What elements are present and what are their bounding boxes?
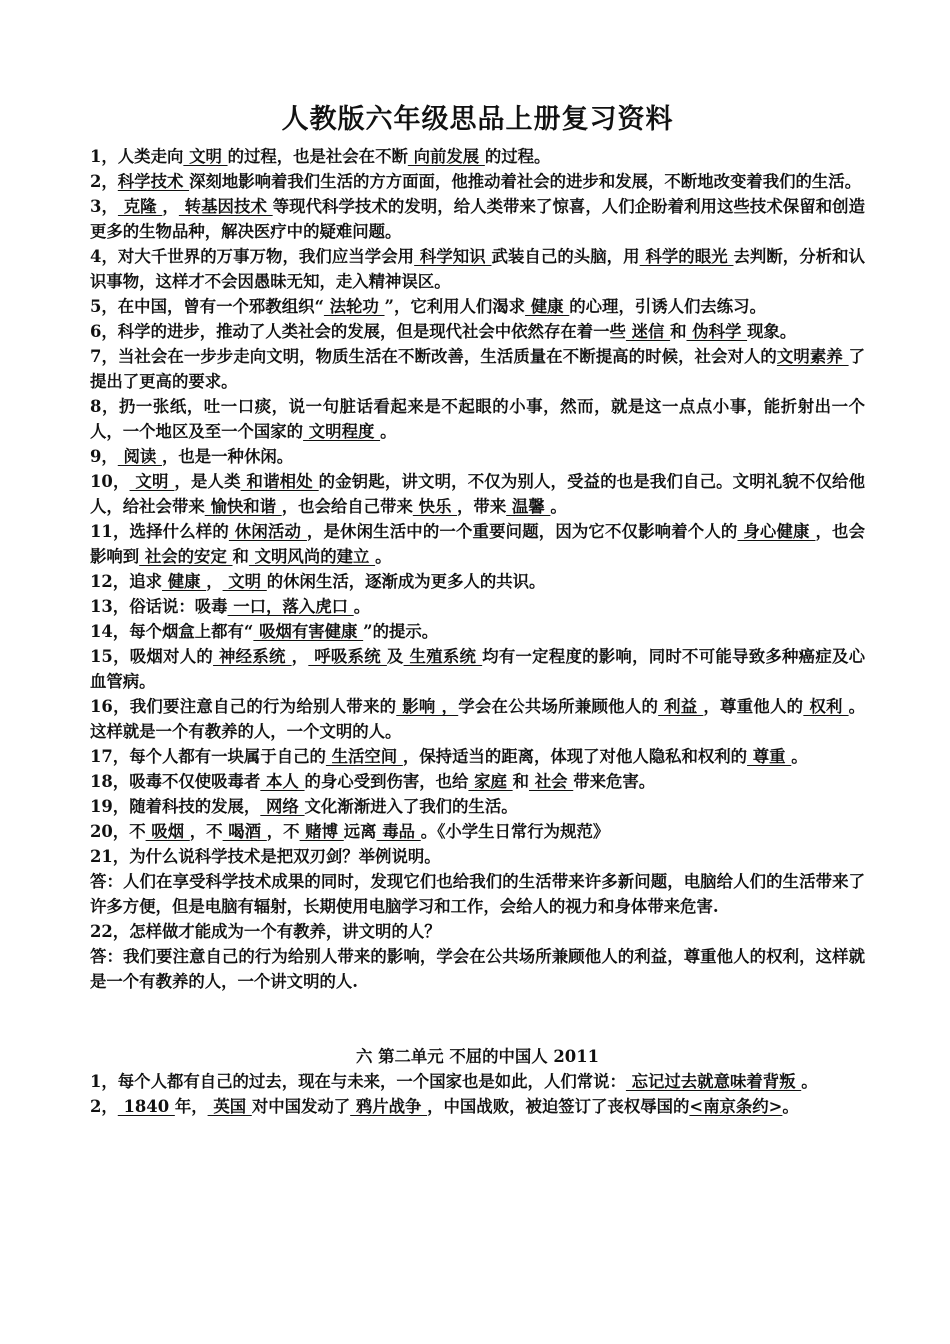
review-item: [90, 394, 865, 444]
answer-blank: 愉快和谐: [204, 497, 282, 516]
review-item: [90, 444, 865, 469]
review-item: [90, 469, 865, 519]
review-item: [90, 794, 865, 819]
text-segment: ，是人类: [174, 472, 241, 491]
answer-blank: 社会: [529, 772, 574, 791]
answer-blank: 尊重: [747, 747, 792, 766]
text-segment: 等现代科学技术的发明，给人类带来了惊喜，人们企盼着利用这些技术保留和创造更多的生物品种，解决医疗中的疑难问题。: [90, 197, 866, 241]
review-item: [90, 344, 865, 394]
text-segment: 深刻地影响着我们生活的方方面面，他推动着社会的进步和发展，不断地改变着我们的生活。: [189, 172, 862, 191]
answer-blank: 科学技术: [117, 172, 190, 191]
review-item: [90, 169, 865, 194]
text-segment: 武装自己的头脑，用: [491, 247, 640, 266]
answer-blank: 鸦片战争: [350, 1097, 428, 1116]
text-segment: ”，它利用人们渴求: [384, 297, 526, 316]
answer-blank: 科学的眼光: [639, 247, 734, 266]
text-segment: 带来危害。: [573, 772, 656, 791]
answer-blank: 转基因技术: [178, 197, 273, 216]
section-item: [90, 1069, 865, 1094]
answer-blank: 健康: [525, 297, 570, 316]
review-item: [90, 844, 865, 869]
text-segment: 20，不: [90, 822, 146, 841]
answer-blank: 赌博: [299, 822, 344, 841]
text-segment: 18，吸毒不仅使吸毒者: [90, 772, 261, 791]
text-segment: ，尊重他人的: [703, 697, 804, 716]
text-segment: 16，我们要注意自己的行为给别人带来的: [90, 697, 397, 716]
review-items: [90, 144, 865, 994]
answer-blank: 科学知识: [414, 247, 492, 266]
answer-blank: 利益: [658, 697, 704, 716]
text-segment: 的过程。: [484, 147, 551, 166]
review-item: [90, 294, 865, 319]
answer-blank: 身心健康: [737, 522, 816, 541]
text-segment: 19，随着科技的发展，: [90, 797, 261, 816]
text-segment: ，: [291, 647, 309, 666]
review-item: [90, 644, 865, 694]
text-segment: 。: [375, 547, 392, 566]
text-segment: 答：我们要注意自己的行为给别人带来的影响，学会在公共场所兼顾他人的利益，尊重他人的权利，这样就是一个有教养的人，一个讲文明的人.: [90, 947, 865, 991]
answer-blank: 英国: [207, 1097, 252, 1116]
text-segment: ，保持适当的距离，体现了对他人隐私和权利的: [402, 747, 748, 766]
text-segment: 。: [550, 497, 567, 516]
text-segment: 的休闲生活，逐渐成为更多人的共识。: [266, 572, 546, 591]
text-segment: 13，俗话说：吸毒: [90, 597, 228, 616]
review-item: [90, 869, 865, 919]
text-segment: ，带来: [457, 497, 507, 516]
review-item: [90, 594, 865, 619]
text-segment: 对中国发动了: [251, 1097, 351, 1116]
text-segment: 4，对大千世界的万事万物，我们应当学会用: [90, 247, 415, 266]
review-item: [90, 769, 865, 794]
answer-blank: 文明: [183, 147, 228, 166]
text-segment: ，也会给自己带来: [281, 497, 413, 516]
text-segment: 11，选择什么样的: [90, 522, 229, 541]
text-segment: 2，: [90, 172, 118, 191]
text-segment: 17，每个人都有一块属于自己的: [90, 747, 326, 766]
text-segment: 远离: [343, 822, 377, 841]
text-segment: 文化渐渐进入了我们的生活。: [304, 797, 518, 816]
answer-blank: 吸烟有害健康: [253, 622, 364, 641]
answer-blank: 文明素养: [776, 347, 849, 366]
answer-blank: 克隆: [117, 197, 163, 216]
text-segment: 。: [791, 747, 808, 766]
review-item: [90, 244, 865, 294]
text-segment: 和: [512, 772, 530, 791]
text-segment: ，也是一种休闲。: [162, 447, 294, 466]
answer-blank: 休闲活动: [228, 522, 307, 541]
text-segment: ，中国战败，被迫签订了丧权辱国的: [427, 1097, 690, 1116]
text-segment: 。《小学生日常行为规范》: [420, 822, 610, 841]
answer-blank: 文明: [129, 472, 175, 491]
answer-blank: <南京条约>: [689, 1097, 783, 1116]
answer-blank: 网络: [260, 797, 305, 816]
answer-blank: 呼吸系统: [308, 647, 387, 666]
text-segment: 2，: [90, 1097, 118, 1116]
answer-blank: 喝酒: [222, 822, 267, 841]
answer-blank: 和谐相处: [240, 472, 319, 491]
text-segment: ，也会影响到: [90, 522, 865, 566]
answer-blank: 伪科学: [686, 322, 748, 341]
text-segment: 7，当社会在一步步走向文明，物质生活在不断改善，生活质量在不断提高的时候，社会对人的: [90, 347, 777, 366]
text-segment: 的心理，引诱人们去练习。: [569, 297, 766, 316]
section-title: 六 第二单元 不屈的中国人 2011: [355, 1047, 600, 1066]
review-item: [90, 319, 865, 344]
answer-blank: 忘记过去就意味着背叛: [625, 1072, 802, 1091]
section-items: [90, 1069, 865, 1119]
answer-blank: 法轮功: [323, 297, 385, 316]
review-item: [90, 569, 865, 594]
text-segment: 学会在公共场所兼顾他人的: [458, 697, 659, 716]
text-segment: 1，每个人都有自己的过去，现在与未来，一个国家也是如此，人们常说：: [90, 1072, 626, 1091]
answer-blank: 生殖系统: [403, 647, 483, 666]
text-segment: ，是休闲生活中的一个重要问题，因为它不仅影响着个人的: [306, 522, 738, 541]
answer-blank: 吸烟: [145, 822, 190, 841]
text-segment: 去判断，分析和认识事物，这样才不会因愚昧无知，走入精神误区。: [90, 247, 866, 291]
text-segment: 的金钥匙，讲文明，不仅为别人，受益的也是我们自己。文明礼貌不仅给他人，给社会带来: [90, 472, 865, 516]
text-segment: 21，为什么说科学技术是把双刃剑？举例说明。: [90, 847, 441, 866]
answer-blank: 神经系统: [213, 647, 292, 666]
review-item: [90, 819, 865, 844]
text-segment: 14，每个烟盒上都有“: [90, 622, 254, 641]
text-segment: ，: [162, 197, 179, 216]
answer-blank: 家庭: [468, 772, 513, 791]
answer-blank: 毒品: [376, 822, 421, 841]
text-segment: 年，: [174, 1097, 208, 1116]
text-segment: 6，科学的进步，推动了人类社会的发展，但是现代社会中依然存在着一些: [90, 322, 626, 341]
answer-blank: 一口，落入虎口: [227, 597, 354, 616]
text-segment: 。: [801, 1072, 818, 1091]
answer-blank: 健康: [161, 572, 207, 591]
text-segment: 1，人类走向: [90, 147, 184, 166]
text-segment: 9，: [90, 447, 118, 466]
text-segment: 。: [782, 1097, 799, 1116]
review-item: [90, 744, 865, 769]
text-segment: 均有一定程度的影响，同时不可能导致多种癌症及心血管病。: [90, 647, 866, 691]
section-item: [90, 1094, 865, 1119]
review-item: [90, 194, 865, 244]
review-item: [90, 944, 865, 994]
answer-blank: 生活空间: [325, 747, 403, 766]
answer-blank: 文明程度: [303, 422, 381, 441]
text-segment: 3，: [90, 197, 118, 216]
text-segment: 。这样就是一个有教养的人，一个文明的人。: [90, 697, 865, 741]
text-segment: ，: [206, 572, 223, 591]
answer-blank: 权利: [803, 697, 849, 716]
review-item: [90, 519, 865, 569]
answer-blank: 迷信: [625, 322, 671, 341]
document-title: 人教版六年级思品上册复习资料: [281, 104, 674, 135]
text-segment: 现象。: [747, 322, 797, 341]
text-segment: 的身心受到伤害，也给: [304, 772, 469, 791]
text-segment: 和: [232, 547, 249, 566]
answer-blank: 文明风尚的建立: [248, 547, 376, 566]
text-segment: ，不: [266, 822, 300, 841]
text-segment: ”的提示。: [363, 622, 439, 641]
answer-blank: 快乐: [412, 497, 458, 516]
answer-blank: 1840: [117, 1097, 175, 1116]
text-segment: 答：人们在享受科学技术成果的同时，发现它们也给我们的生活带来许多新问题，电脑给人们的生活带来了许多方便，但是电脑有辐射，长期使用电脑学习和工作，会给人的视力和身体带来危害.: [90, 872, 865, 916]
text-segment: 及: [386, 647, 404, 666]
text-segment: 15，吸烟对人的: [90, 647, 214, 666]
answer-blank: 温馨: [506, 497, 551, 516]
text-segment: 5，在中国，曾有一个邪教组织“: [90, 297, 324, 316]
answer-blank: 向前发展: [407, 147, 485, 166]
review-item: [90, 919, 865, 944]
answer-blank: 阅读: [117, 447, 162, 466]
answer-blank: 影响 ，: [396, 697, 459, 716]
text-segment: 12，追求: [90, 572, 162, 591]
text-segment: 。: [380, 422, 397, 441]
review-item: [90, 619, 865, 644]
text-segment: 了提出了更高的要求。: [90, 347, 865, 391]
review-item: [90, 144, 865, 169]
text-segment: 22，怎样做才能成为一个有教养，讲文明的人？: [90, 922, 441, 941]
section-gap: [90, 994, 865, 1044]
text-segment: 8，扔一张纸，吐一口痰，说一句脏话看起来是不起眼的小事，然而，就是这一点点小事，能折射出一个人，一个地区及至一个国家的: [90, 397, 865, 441]
answer-blank: 文明: [222, 572, 267, 591]
text-segment: 的过程，也是社会在不断: [227, 147, 408, 166]
document-page: [90, 100, 865, 1119]
review-item: [90, 694, 865, 744]
answer-blank: 本人: [260, 772, 305, 791]
text-segment: ，不: [189, 822, 223, 841]
text-segment: 。: [353, 597, 371, 616]
answer-blank: 社会的安定: [139, 547, 233, 566]
text-segment: 和: [670, 322, 687, 341]
text-segment: 10，: [90, 472, 130, 491]
